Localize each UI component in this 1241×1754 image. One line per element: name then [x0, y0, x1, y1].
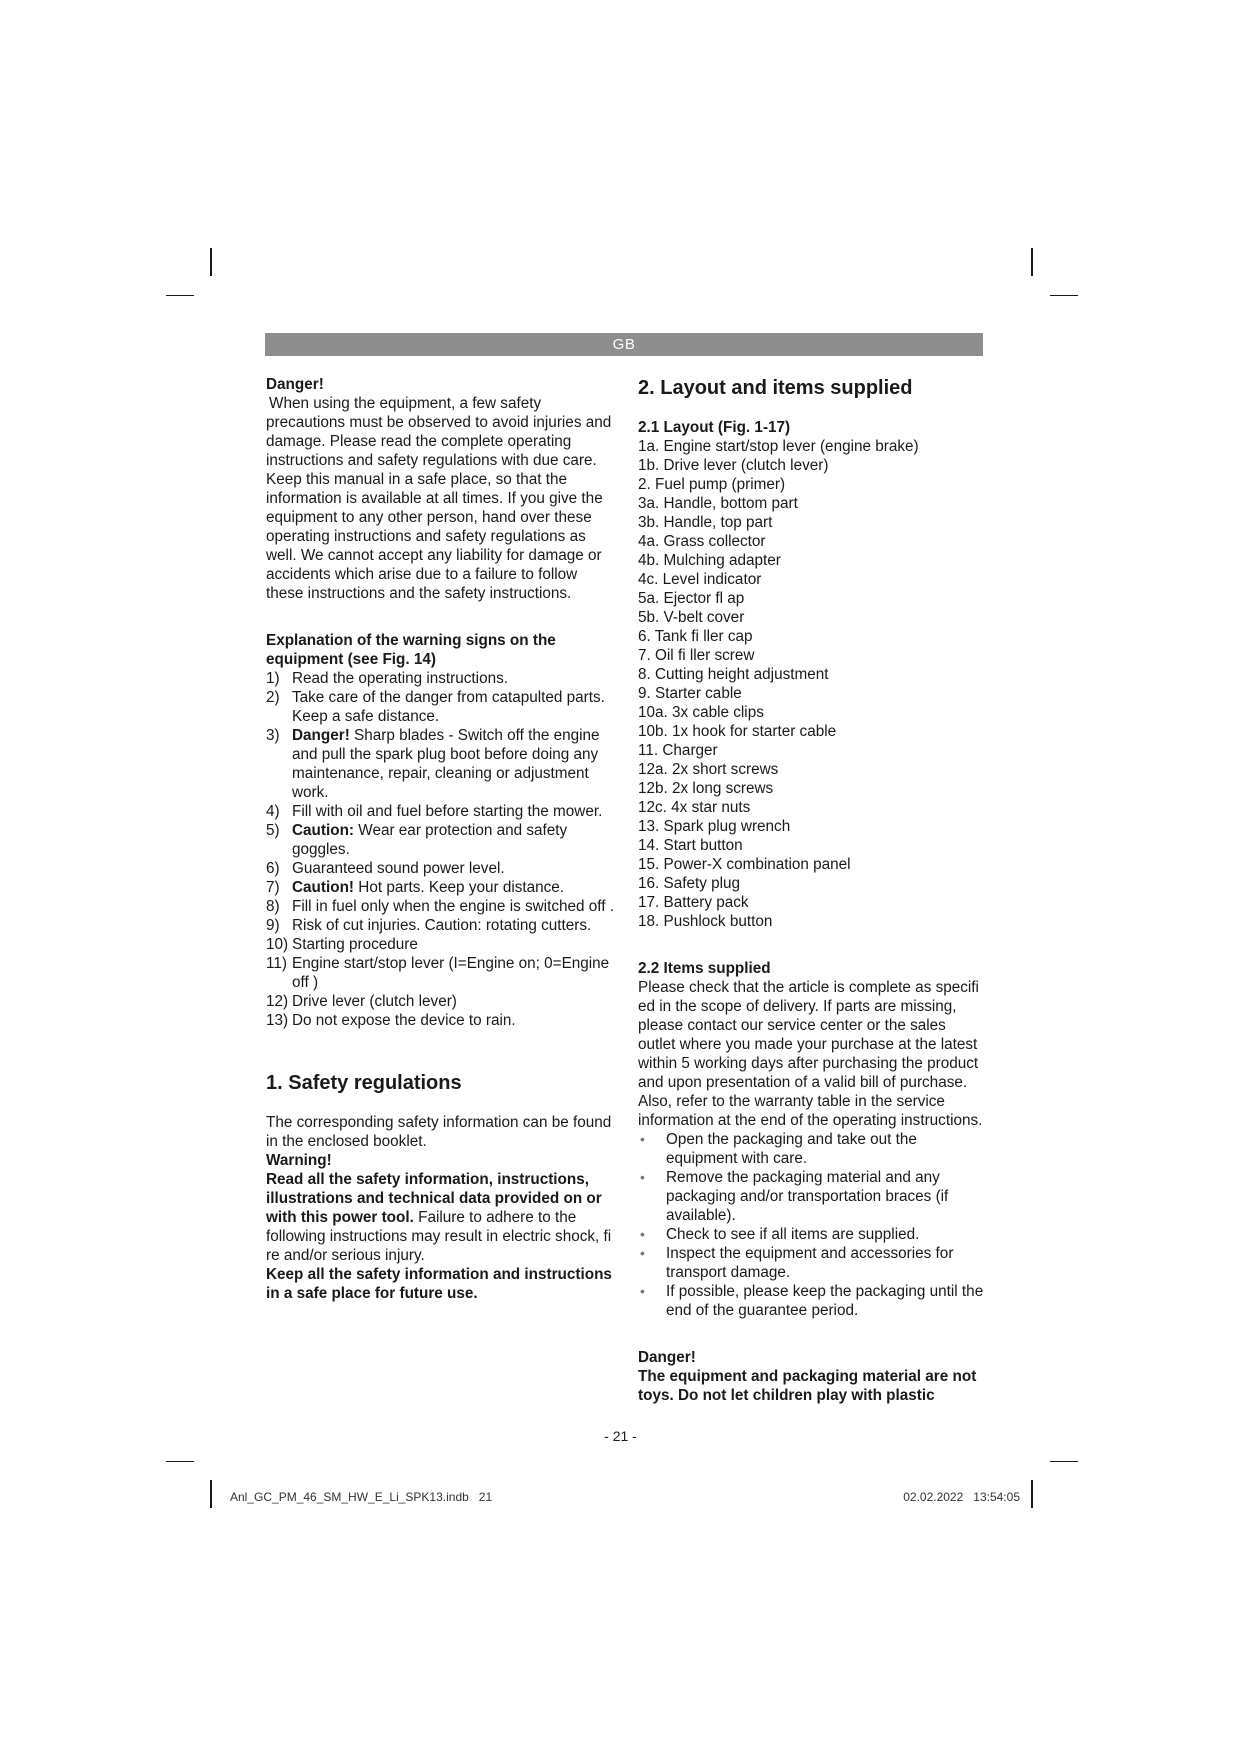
crop-mark-br-horizontal: [1050, 1461, 1078, 1462]
warning-title: Warning!: [266, 1152, 332, 1169]
warning-signs-title: Explanation of the warning signs on the equipment (see Fig. 14): [266, 632, 556, 668]
list-item: 7. Oil fi ller screw: [638, 647, 755, 664]
language-code: GB: [612, 336, 636, 353]
crop-mark-tl-vertical: [210, 248, 212, 276]
list-item: 9. Starter cable: [638, 685, 742, 702]
layout-heading: 2. Layout and items supplied: [638, 377, 913, 399]
bullet-icon: •: [640, 1131, 645, 1147]
list-item: 12c. 4x star nuts: [638, 799, 751, 816]
left-column: [266, 375, 618, 1303]
list-item: 10a. 3x cable clips: [638, 704, 764, 721]
safety-intro-text: The corresponding safety information can be found in the enclosed booklet.: [266, 1114, 612, 1150]
list-item: • Inspect the equipment and accessories for transport damage.: [640, 1245, 954, 1281]
list-item: 3b. Handle, top part: [638, 514, 773, 531]
list-item: 18. Pushlock button: [638, 913, 773, 930]
footer-file-name: Anl_GC_PM_46_SM_HW_E_Li_SPK13.indb 21: [230, 1490, 493, 1504]
list-item: 6. Tank fi ller cap: [638, 628, 753, 645]
list-item: 1b. Drive lever (clutch lever): [638, 457, 829, 474]
list-item: 10b. 1x hook for starter cable: [638, 723, 837, 740]
safety-regulations-heading: 1. Safety regulations: [266, 1072, 462, 1094]
items-supplied-heading: 2.2 Items supplied: [638, 960, 771, 977]
danger-intro-text: When using the equipment, a few safety precautions must be observed to avoid injuries and damage. Please read the complete operating instructions and safety regulations with due care. Keep this manual in a safe place, so that the information is available at all times. If you give the equipment to any other person, hand over these operating instructions and safety regulations as well. We cannot accept any liability for damage or accidents which arise due to a failure to follow these instructions and the safety instructions.: [266, 395, 612, 602]
bullet-icon: •: [640, 1169, 645, 1185]
list-item: • Remove the packaging material and any packaging and/or transportation braces (if available).: [640, 1169, 949, 1224]
right-column: [638, 375, 986, 1405]
crop-mark-tr-horizontal: [1050, 295, 1078, 296]
danger-title-2: Danger!: [638, 1349, 696, 1366]
crop-mark-br-vertical: [1031, 1480, 1033, 1508]
danger-text-2: The equipment and packaging material are not toys. Do not let children play with plastic: [638, 1368, 977, 1404]
list-item: 10) Starting procedure: [266, 936, 418, 953]
list-item: 17. Battery pack: [638, 894, 749, 911]
list-item: 12) Drive lever (clutch lever): [266, 993, 457, 1010]
list-item: 9) Risk of cut injuries. Caution: rotating cutters.: [266, 917, 592, 934]
list-item: 5) Caution: Wear ear protection and safety goggles.: [266, 822, 568, 858]
bullet-icon: •: [640, 1226, 645, 1242]
warning-signs-list: [266, 669, 618, 1030]
list-item: 11) Engine start/stop lever (I=Engine on; 0=Engine off ): [266, 955, 610, 991]
footer-timestamp: 02.02.2022 13:54:05: [903, 1490, 1020, 1504]
list-item: 4b. Mulching adapter: [638, 552, 781, 569]
page-number: - 21 -: [604, 1428, 637, 1444]
crop-mark-bl-horizontal: [166, 1461, 194, 1462]
list-item: 12b. 2x long screws: [638, 780, 774, 797]
list-item: • Check to see if all items are supplied.: [640, 1226, 920, 1243]
list-item: 4a. Grass collector: [638, 533, 766, 550]
list-item: 8. Cutting height adjustment: [638, 666, 829, 683]
keep-safety-info-text: Keep all the safety information and instructions in a safe place for future use.: [266, 1266, 612, 1302]
bullet-icon: •: [640, 1283, 645, 1299]
crop-mark-tr-vertical: [1031, 248, 1033, 276]
list-item: • Open the packaging and take out the equipment with care.: [640, 1131, 917, 1167]
list-item: 7) Caution! Hot parts. Keep your distance.: [266, 879, 565, 896]
list-item: 4c. Level indicator: [638, 571, 762, 588]
bullet-icon: •: [640, 1245, 645, 1261]
list-item: 5b. V-belt cover: [638, 609, 745, 626]
list-item: 5a. Ejector fl ap: [638, 590, 745, 607]
list-item: 3a. Handle, bottom part: [638, 495, 798, 512]
list-item: 6) Guaranteed sound power level.: [266, 860, 505, 877]
crop-mark-bl-vertical: [210, 1480, 212, 1508]
list-item: 4) Fill with oil and fuel before starting the mower.: [266, 803, 603, 820]
list-item: 12a. 2x short screws: [638, 761, 779, 778]
list-item: 14. Start button: [638, 837, 743, 854]
list-item: 11. Charger: [638, 742, 718, 759]
list-item: 2. Fuel pump (primer): [638, 476, 786, 493]
warning-paragraph: Read all the safety information, instructions, illustrations and technical data provided on or with this power tool. Failure to adhere to the following instructions may result in electric shock, fi re and/or serious injury.: [266, 1171, 612, 1264]
list-item: • If possible, please keep the packaging until the end of the guarantee period.: [640, 1283, 984, 1319]
list-item: 3) Danger! Sharp blades - Switch off the engine and pull the spark plug boot before doing any maintenance, repair, cleaning or adjustment work.: [266, 727, 600, 801]
list-item: 8) Fill in fuel only when the engine is switched off .: [266, 898, 614, 915]
language-header-band: [265, 333, 983, 356]
list-item: 1a. Engine start/stop lever (engine brake): [638, 438, 919, 455]
crop-mark-tl-horizontal: [166, 295, 194, 296]
checklist: [638, 1130, 986, 1320]
list-item: 13) Do not expose the device to rain.: [266, 1012, 516, 1029]
list-item: 15. Power-X combination panel: [638, 856, 851, 873]
danger-title: Danger!: [266, 376, 324, 393]
list-item: 13. Spark plug wrench: [638, 818, 791, 835]
list-item: 2) Take care of the danger from catapulted parts. Keep a safe distance.: [266, 689, 605, 725]
layout-subheading: 2.1 Layout (Fig. 1-17): [638, 419, 791, 436]
parts-list: [638, 437, 986, 931]
items-supplied-text: Please check that the article is complete as specifi ed in the scope of delivery. If parts are missing, please contact our service center or the sales outlet where you made your purchase at the latest within 5 working days after purchasing the product and upon presentation of a valid bill of purchase. Also, refer to the warranty table in the service information at the end of the operating instructions.: [638, 979, 983, 1129]
list-item: 16. Safety plug: [638, 875, 741, 892]
list-item: 1) Read the operating instructions.: [266, 670, 508, 687]
